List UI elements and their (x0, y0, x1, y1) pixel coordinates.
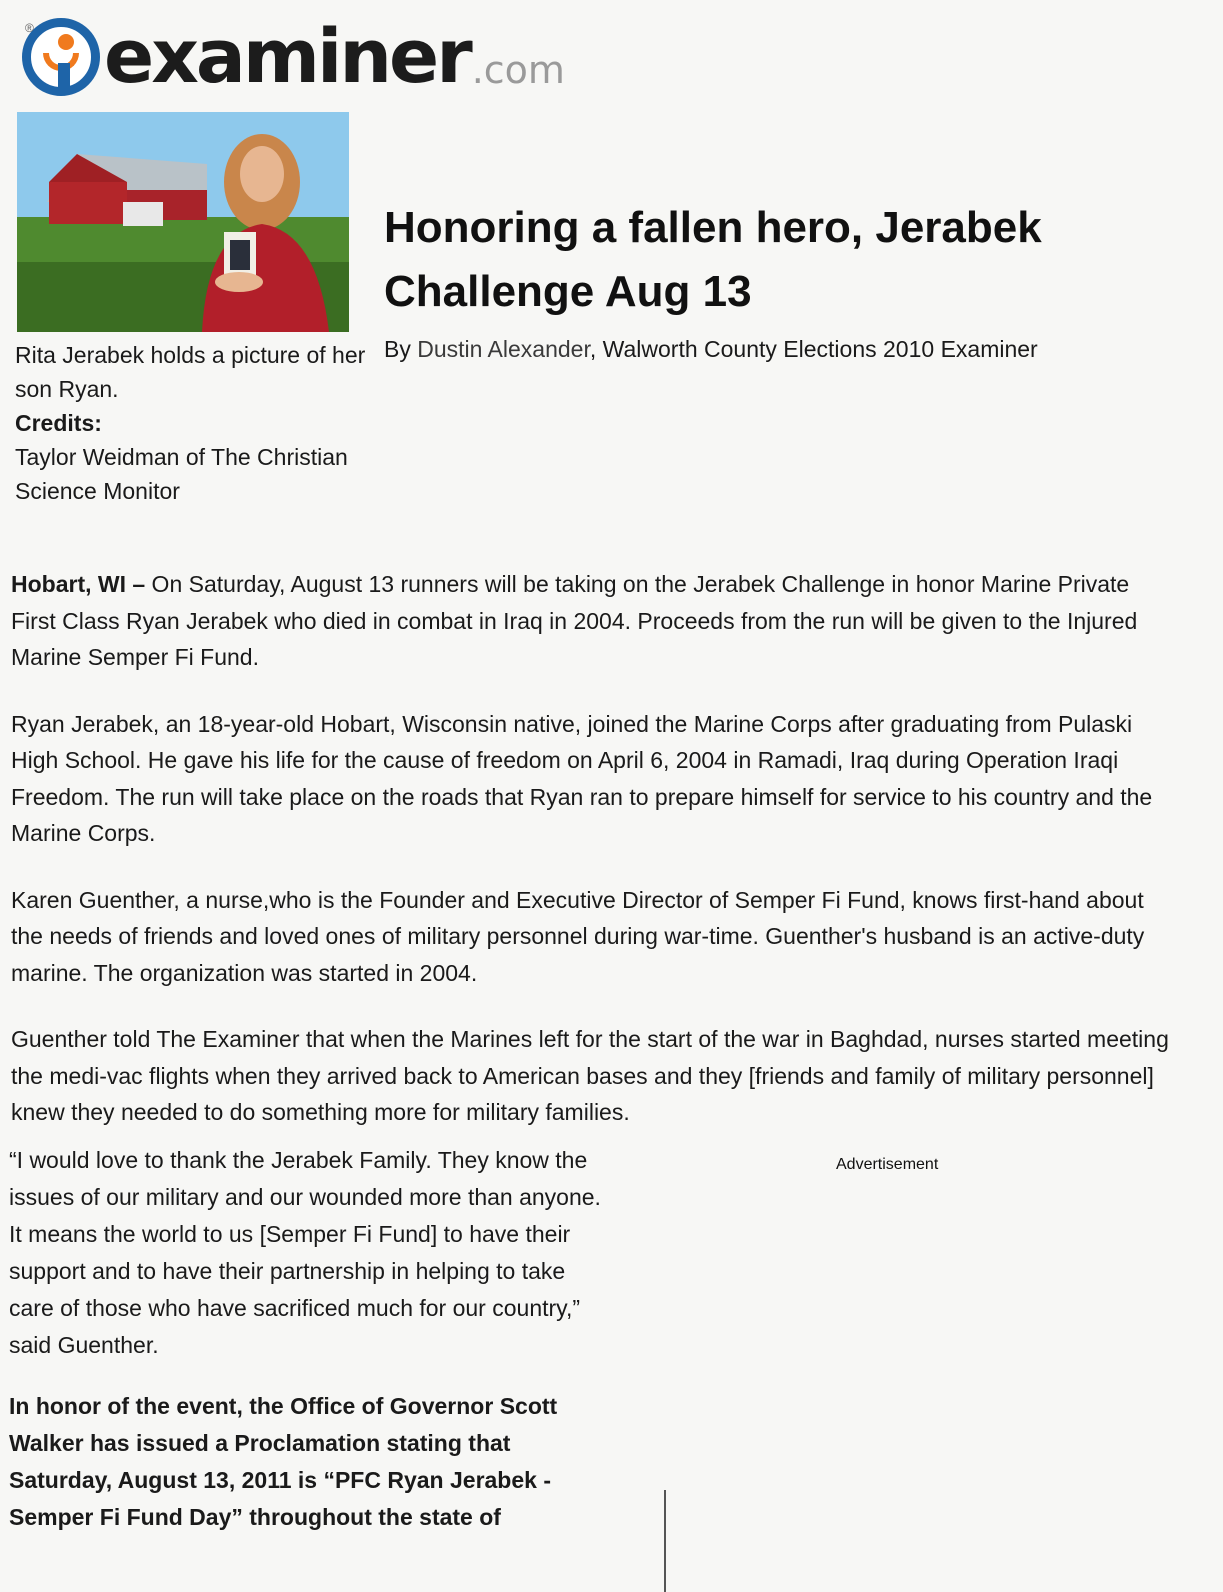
paragraph-1-text: On Saturday, August 13 runners will be taking on the Jerabek Challenge in honor Marine Private First Class Ryan Jerabek who died in combat in Iraq in 2004. Proceeds from the run will be given to the Injured Marine Semper Fi Fund. (11, 571, 1138, 670)
logo-suffix: .com (471, 48, 565, 92)
examiner-logo-icon (22, 18, 100, 96)
scan-artifact-line (664, 1490, 666, 1592)
paragraph-5: “I would love to thank the Jerabek Family. They know the issues of our military and our wounded more than anyone. It means the world to us [Semper Fi Fund] to have their support and to have their partnership in helping to take care of those who have sacrificed much for our country,” said Guenther. (9, 1147, 601, 1358)
article-photo (17, 112, 349, 332)
photo-caption: Rita Jerabek holds a picture of her son Ryan. (15, 342, 366, 402)
paragraph-4: Guenther told The Examiner that when the Marines left for the start of the war in Baghdad, nurses started meeting the medi-vac flights when they arrived back to American bases and they [friends and family of military personnel] knew they needed to do something more for military families. (11, 1026, 1169, 1125)
paragraph-2: Ryan Jerabek, an 18-year-old Hobart, Wisconsin native, joined the Marine Corps after graduating from Pulaski High School. He gave his life for the cause of freedom on April 6, 2004 in Ramadi, Iraq during Operation Iraqi Freedom. The run will take place on the roads that Ryan ran to prepare himself for service to his country and the Marine Corps. (11, 710, 1153, 846)
dateline: Hobart, WI – (11, 571, 146, 597)
advertisement-label: Advertisement (836, 1156, 939, 1173)
credits-label: Credits: (15, 410, 102, 436)
article-body (11, 566, 1171, 1161)
logo-wordmark: examiner (104, 14, 470, 100)
author-link[interactable]: Dustin Alexander (417, 336, 590, 362)
photo-caption-block (15, 338, 385, 508)
byline-prefix: By (384, 336, 411, 362)
photo-credits: Taylor Weidman of The Christian Science Monitor (15, 444, 348, 504)
article-headline: Honoring a fallen hero, Jerabek Challenge Aug 13 (384, 203, 1042, 316)
byline (384, 336, 1038, 363)
paragraph-1 (11, 566, 1171, 676)
paragraph-6: In honor of the event, the Office of Governor Scott Walker has issued a Proclamation stating that Saturday, August 13, 2011 is “PFC Ryan Jerabek - Semper Fi Fund Day” throughout the state of (9, 1393, 558, 1530)
examiner-logo[interactable] (22, 14, 565, 100)
article-body-continued (9, 1142, 609, 1560)
registered-mark: ® (25, 21, 34, 35)
paragraph-3: Karen Guenther, a nurse,who is the Founder and Executive Director of Semper Fi Fund, knows first-hand about the needs of friends and loved ones of military personnel during war-time. Guenther's husband is an active-duty marine. The organization was started in 2004. (11, 886, 1145, 986)
author-title: , Walworth County Elections 2010 Examiner (589, 336, 1038, 362)
photo-illustration (17, 112, 349, 332)
